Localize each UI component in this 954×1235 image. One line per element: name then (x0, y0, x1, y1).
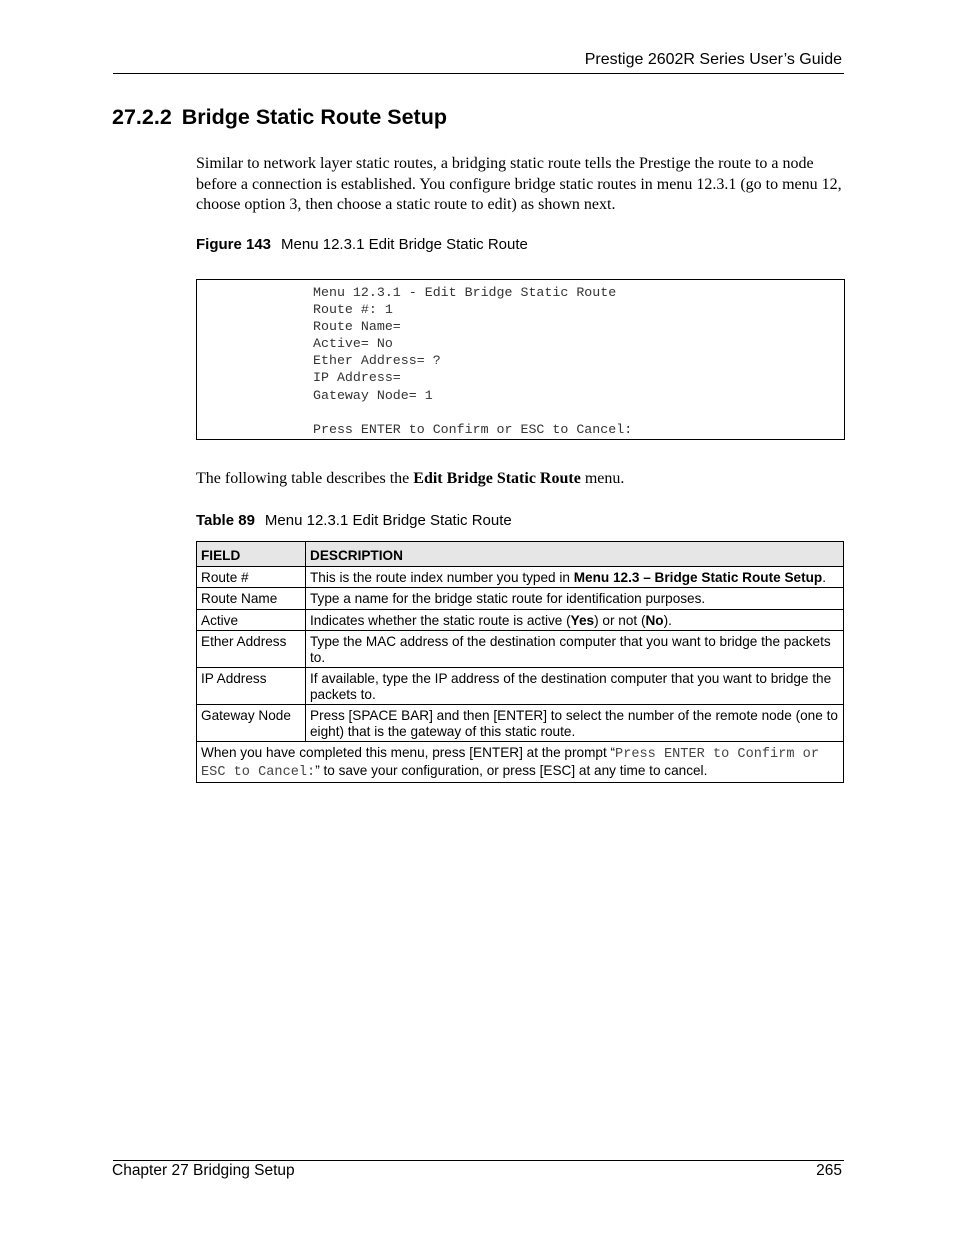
desc-text: ). (663, 612, 672, 628)
desc-bold: Menu 12.3 – Bridge Static Route Setup (573, 569, 823, 585)
desc-bold: Yes (570, 612, 595, 628)
description-cell: Type the MAC address of the destination computer that you want to bridge the packets to. (306, 631, 844, 668)
screen-line: Press ENTER to Confirm or ESC to Cancel: (313, 421, 633, 437)
screen-line: IP Address= (313, 370, 401, 386)
description-cell (306, 609, 844, 631)
table-title: Menu 12.3.1 Edit Bridge Static Route (264, 512, 512, 529)
header-rule (113, 73, 844, 74)
desc-text: ) or not ( (594, 612, 646, 628)
description-table (196, 541, 844, 783)
table-row (197, 609, 844, 631)
screen-line (313, 404, 632, 421)
table-caption (196, 512, 512, 529)
figure-caption (196, 236, 528, 253)
field-cell: Gateway Node (197, 705, 306, 742)
description-cell (306, 566, 844, 588)
desc-text: Indicates whether the static route is active ( (310, 612, 571, 628)
desc-bold: No (645, 612, 664, 628)
running-header: Prestige 2602R Series User’s Guide (584, 51, 842, 68)
footer-page-number: 265 (816, 1162, 842, 1179)
screen-line: Route Name= (313, 319, 401, 335)
section-title: Bridge Static Route Setup (181, 105, 447, 129)
screen-line: Active= No (313, 336, 393, 352)
screen-line: Menu 12.3.1 - Edit Bridge Static Route (313, 285, 617, 300)
figure-label: Figure 143 (196, 236, 272, 253)
para2-text: The following table describes the (196, 470, 414, 487)
field-cell: Route # (197, 566, 306, 588)
para2-bold: Edit Bridge Static Route (413, 470, 581, 487)
table-row (197, 631, 844, 668)
menu-screen-box (196, 279, 845, 440)
footer-rule (113, 1160, 844, 1161)
section-heading (112, 105, 447, 130)
desc-text: This is the route index number you typed in (310, 569, 574, 585)
field-cell: Active (197, 609, 306, 631)
menu-screen-lines (313, 284, 632, 438)
footer-chapter: Chapter 27 Bridging Setup (112, 1162, 295, 1179)
desc-text: . (822, 569, 827, 585)
screen-line: Ether Address= ? (313, 353, 441, 369)
table-row (197, 566, 844, 588)
field-cell: Ether Address (197, 631, 306, 668)
footer-note-cell (197, 742, 844, 783)
section-number: 27.2.2 (112, 105, 172, 129)
table-row (197, 705, 844, 742)
table-footer-row (197, 742, 844, 783)
description-cell: Press [SPACE BAR] and then [ENTER] to select the number of the remote node (one to eight) that is the gateway of this static route. (306, 705, 844, 742)
description-cell: Type a name for the bridge static route for identification purposes. (306, 588, 844, 610)
note-prompt-mono: Press ENTER to Confirm or ESC to Cancel: (201, 747, 819, 780)
field-cell: IP Address (197, 668, 306, 705)
note-text: When you have completed this menu, press [ENTER] at the prompt “ (201, 745, 616, 760)
para2-text-end: menu. (580, 470, 625, 487)
figure-title: Menu 12.3.1 Edit Bridge Static Route (281, 236, 528, 253)
table-row (197, 668, 844, 705)
screen-line: Gateway Node= 1 (313, 387, 433, 403)
field-cell: Route Name (197, 588, 306, 610)
table-intro-paragraph (196, 470, 624, 488)
header-field: FIELD (197, 542, 306, 567)
table-header-row (197, 542, 844, 567)
intro-paragraph: Similar to network layer static routes, a bridging static route tells the Prestige the route to a node before a connection is established. You configure bridge static routes in menu 12.3.1 (go to menu 12, choose option 3, then choose a static route to edit) as shown next. (196, 155, 842, 213)
header-description: DESCRIPTION (306, 542, 844, 567)
note-text-end: ” to save your configuration, or press [ESC] at any time to cancel. (315, 762, 708, 778)
table-label: Table 89 (196, 512, 255, 529)
screen-line: Route #: 1 (313, 302, 393, 318)
table-row (197, 588, 844, 610)
description-cell: If available, type the IP address of the destination computer that you want to bridge the packets to. (306, 668, 844, 705)
